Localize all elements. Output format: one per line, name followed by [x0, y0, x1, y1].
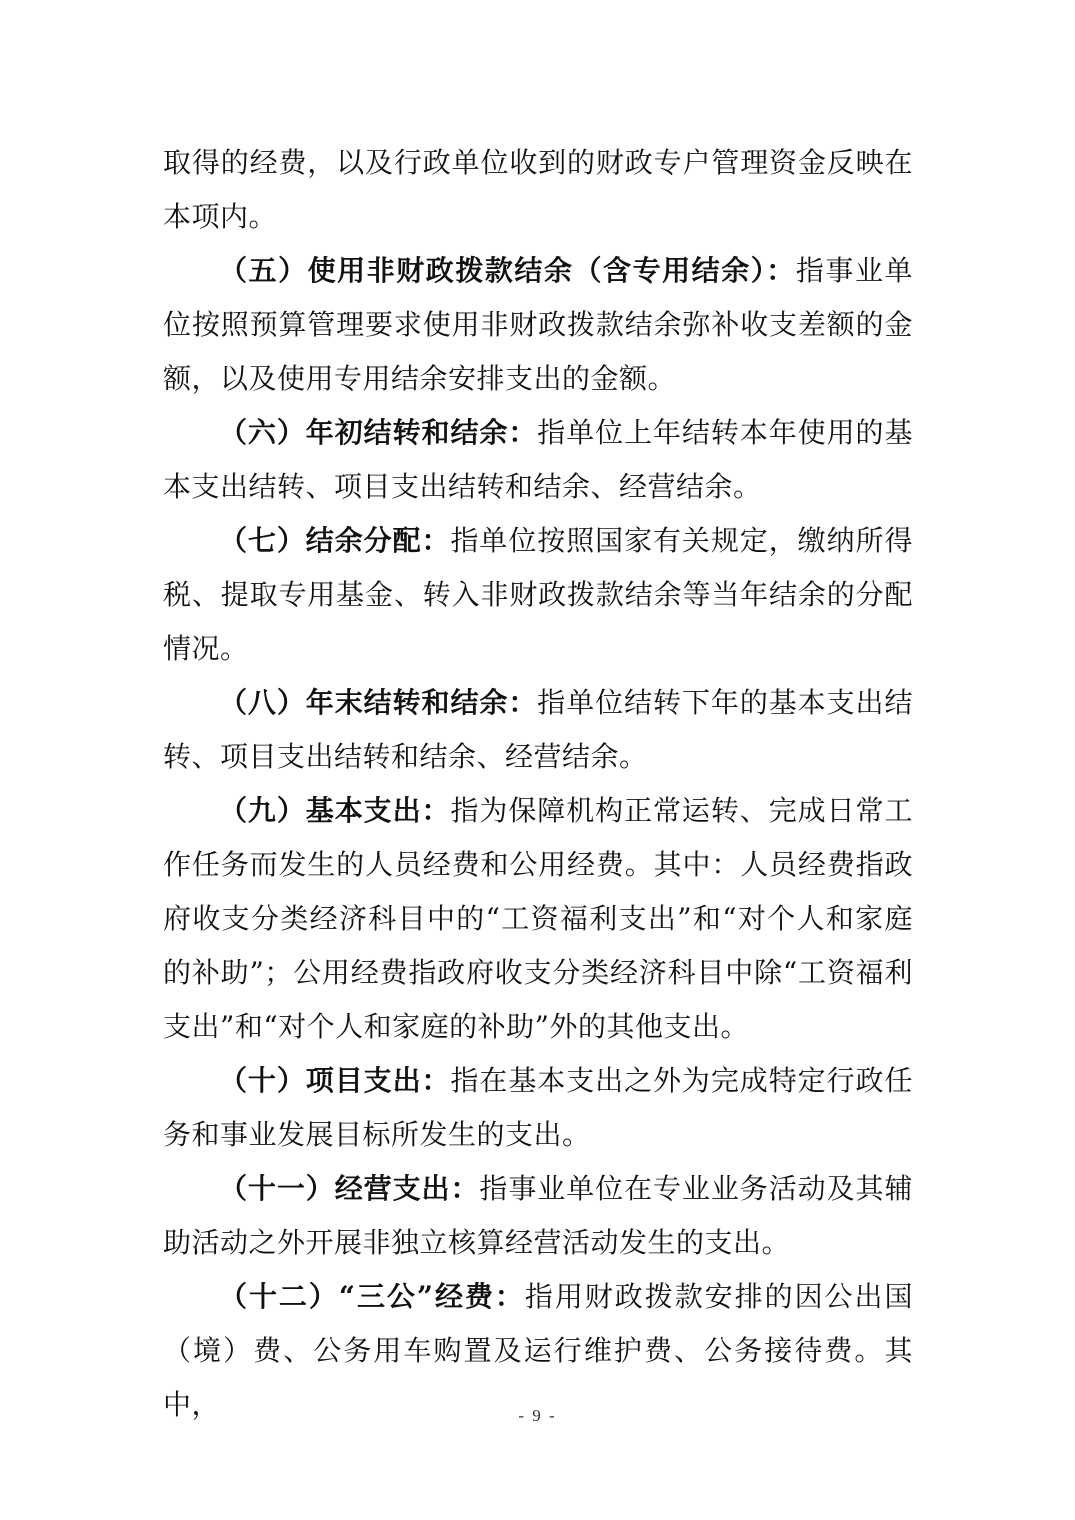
paragraph-heading: （八）年末结转和结余：	[219, 686, 538, 719]
paragraph-text: 指单位上年结转本年使用的基本支出结转、项目支出结转和结余、经营结余。	[163, 416, 913, 503]
page-number: - 9 -	[518, 1406, 557, 1425]
paragraph-item-6	[163, 406, 913, 514]
paragraph-heading: （九）基本支出：	[219, 794, 451, 827]
paragraph-continuation	[163, 136, 913, 244]
paragraph-text: 指单位结转下年的基本支出结转、项目支出结转和结余、经营结余。	[163, 686, 913, 773]
paragraph-text: 取得的经费，以及行政单位收到的财政专户管理资金反映在本项内。	[163, 146, 913, 233]
paragraph-heading: （五）使用非财政拨款结余（含专用结余）：	[219, 254, 796, 287]
paragraph-item-10	[163, 1054, 913, 1162]
document-body	[163, 136, 913, 1432]
paragraph-text: 指事业单位按照预算管理要求使用非财政拨款结余弥补收支差额的金额，以及使用专用结余安排支出的金额。	[163, 254, 913, 395]
paragraph-text: 指事业单位在专业业务活动及其辅助活动之外开展非独立核算经营活动发生的支出。	[163, 1172, 913, 1259]
paragraph-item-8	[163, 676, 913, 784]
paragraph-heading: （十一）经营支出：	[219, 1172, 480, 1205]
paragraph-heading: （七）结余分配：	[219, 524, 451, 557]
paragraph-text: 指用财政拨款安排的因公出国（境）费、公务用车购置及运行维护费、公务接待费。其中，	[163, 1280, 913, 1421]
paragraph-item-5	[163, 244, 913, 406]
paragraph-text: 指单位按照国家有关规定，缴纳所得税、提取专用基金、转入非财政拨款结余等当年结余的分配情况。	[163, 524, 913, 665]
paragraph-heading: （六）年初结转和结余：	[219, 416, 538, 449]
paragraph-text: 指为保障机构正常运转、完成日常工作任务而发生的人员经费和公用经费。其中：人员经费指政府收支分类经济科目中的“工资福利支出”和“对个人和家庭的补助”；公用经费指政府收支分类经济科目中除“工资福利支出”和“对个人和家庭的补助”外的其他支出。	[163, 794, 913, 1043]
paragraph-heading: （十二）“三公”经费：	[219, 1280, 525, 1313]
paragraph-text: 指在基本支出之外为完成特定行政任务和事业发展目标所发生的支出。	[163, 1064, 913, 1151]
paragraph-heading: （十）项目支出：	[219, 1064, 451, 1097]
paragraph-item-7	[163, 514, 913, 676]
paragraph-item-9	[163, 784, 913, 1054]
paragraph-item-11	[163, 1162, 913, 1270]
